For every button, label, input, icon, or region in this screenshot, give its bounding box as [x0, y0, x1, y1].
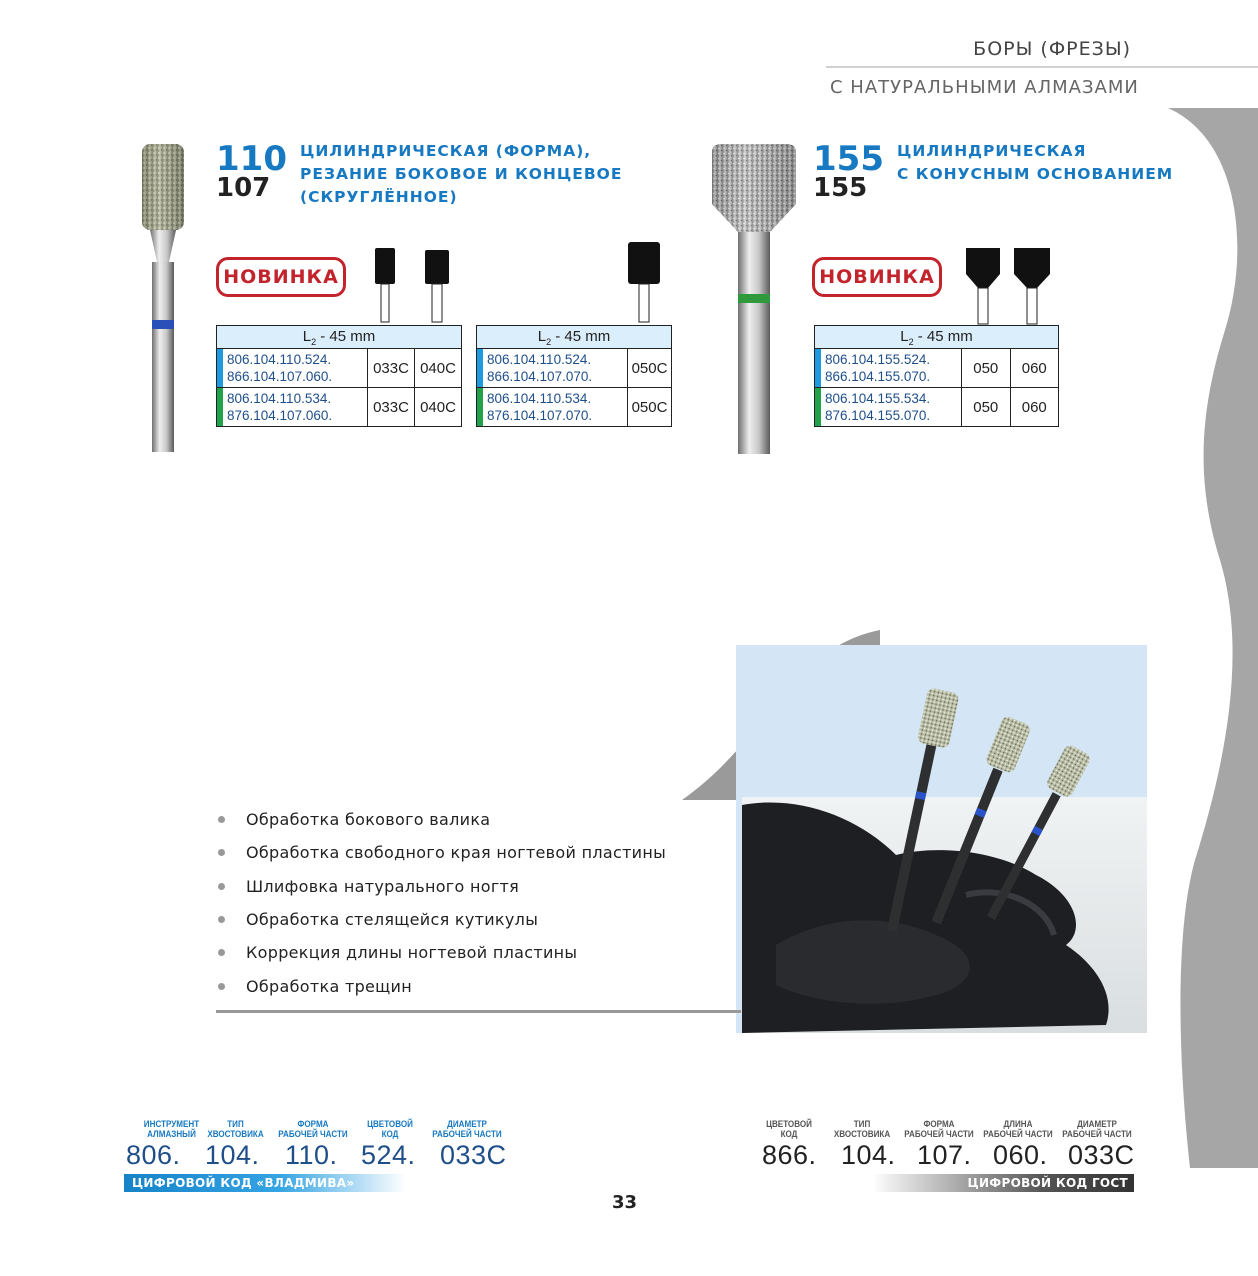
legend-label: ИНСТРУМЕНТ АЛМАЗНЫЙ: [143, 1119, 200, 1140]
header-subcategory: С НАТУРАЛЬНЫМИ АЛМАЗАМИ: [830, 77, 1139, 98]
table-row: [477, 388, 672, 427]
legend-value: 110.: [285, 1140, 338, 1170]
size-cell: 050: [962, 349, 1011, 388]
size-cell: 060: [1010, 349, 1059, 388]
bullet-icon: [218, 883, 225, 890]
shape-silhouette-icon: [620, 240, 670, 324]
legend-value: 033C: [1068, 1140, 1135, 1170]
product-photo: [736, 645, 1147, 1033]
list-item: Обработка трещин: [218, 969, 666, 1002]
shape-code-110: 110: [216, 139, 287, 179]
bullet-icon: [218, 983, 225, 990]
table-header: $L_2 - 45$ mm: [217, 326, 462, 349]
gloved-hand-with-burs-image: [736, 645, 1147, 1033]
legend-label: ДИАМЕТР РАБОЧЕЙ ЧАСТИ: [1062, 1119, 1132, 1140]
list-item: Обработка свободного края ногтевой пластины: [218, 836, 666, 869]
bur-110-image: [138, 142, 188, 454]
shape-code-155: 155: [813, 139, 884, 179]
table-row: [815, 349, 1059, 388]
legend-label: ФОРМА РАБОЧЕЙ ЧАСТИ: [904, 1119, 974, 1140]
description-line: (СКРУГЛЁННОЕ): [300, 188, 458, 206]
legend-value: 524.: [361, 1140, 416, 1170]
size-cell: 060: [1010, 388, 1059, 427]
spec-table-155: [814, 325, 1059, 427]
list-item: Обработка стелящейся кутикулы: [218, 903, 666, 936]
list-item: Шлифовка натурального ногтя: [218, 870, 666, 903]
code-line: 876.104.155.070.: [825, 408, 931, 423]
spec-table-110-b: [476, 325, 672, 427]
code-line: 806.104.155.524.: [825, 352, 931, 367]
bullet-icon: [218, 816, 225, 823]
size-cell: 050: [962, 388, 1011, 427]
size-cell: 040C: [415, 349, 462, 388]
code-line: 866.104.107.070.: [487, 369, 593, 384]
table-header: $L_2 - 45$ mm: [815, 326, 1059, 349]
size-cell: 040C: [415, 388, 462, 427]
product-110-description: [300, 140, 622, 209]
legend-label: ТИП ХВОСТОВИКА: [833, 1119, 891, 1140]
header-divider: [826, 66, 1258, 68]
size-cell: 050C: [628, 388, 672, 427]
legend-value: 104.: [841, 1140, 896, 1170]
legend-label: ТИП ХВОСТОВИКА: [207, 1119, 264, 1140]
product-155-description: [897, 140, 1173, 186]
code-line: 806.104.110.534.: [487, 391, 592, 406]
header-category: БОРЫ (ФРЕЗЫ): [973, 38, 1131, 60]
code-line: 806.104.110.524.: [227, 352, 332, 367]
gost-shape-code-155: 155: [813, 173, 868, 203]
size-cell: 050C: [628, 349, 672, 388]
legend-label: ФОРМА РАБОЧЕЙ ЧАСТИ: [278, 1119, 348, 1140]
page-number: 33: [612, 1192, 638, 1213]
description-line: РЕЗАНИЕ БОКОВОЕ И КОНЦЕВОЕ: [300, 165, 623, 183]
table-row: [217, 388, 462, 427]
legend-label: ДИАМЕТР РАБОЧЕЙ ЧАСТИ: [432, 1119, 502, 1140]
shape-silhouette-icon: [960, 244, 1060, 328]
legend-value: 060.: [993, 1140, 1048, 1170]
bullet-icon: [218, 849, 225, 856]
legend-label: ЦВЕТОВОЙ КОД: [766, 1119, 812, 1140]
size-cell: 033C: [368, 388, 415, 427]
table-header: $L_2 - 45$ mm: [477, 326, 672, 349]
code-line: 866.104.155.070.: [825, 369, 931, 384]
gost-shape-code-107: 107: [216, 173, 271, 203]
new-badge: НОВИНКА: [812, 257, 942, 297]
legend-value: 104.: [205, 1140, 260, 1170]
bullet-icon: [218, 916, 225, 923]
legend-value: 033C: [440, 1140, 507, 1170]
spec-table-110-a: [216, 325, 462, 427]
legend-caption-gost: ЦИФРОВОЙ КОД ГОСТ: [872, 1174, 1134, 1192]
list-item: Обработка бокового валика: [218, 803, 666, 836]
size-cell: 033C: [368, 349, 415, 388]
code-line: 876.104.107.070.: [487, 408, 593, 423]
shape-silhouette-icon: [370, 246, 460, 326]
table-row: [217, 349, 462, 388]
legend-value: 107.: [917, 1140, 972, 1170]
description-line: ЦИЛИНДРИЧЕСКАЯ: [897, 142, 1087, 160]
table-row: [477, 349, 672, 388]
code-line: 806.104.110.534.: [227, 391, 332, 406]
legend-label: ДЛИНА РАБОЧЕЙ ЧАСТИ: [983, 1119, 1053, 1140]
legend-caption-vladmiva: ЦИФРОВОЙ КОД «ВЛАДМИВА»: [124, 1174, 406, 1192]
code-line: 866.104.107.060.: [227, 369, 333, 384]
code-line: 806.104.110.524.: [487, 352, 592, 367]
code-line: 876.104.107.060.: [227, 408, 333, 423]
applications-list: [218, 803, 666, 1003]
description-line: ЦИЛИНДРИЧЕСКАЯ (ФОРМА),: [300, 142, 592, 160]
new-badge: НОВИНКА: [216, 257, 346, 297]
list-item: Коррекция длины ногтевой пластины: [218, 936, 666, 969]
bur-155-image: [708, 142, 800, 456]
table-row: [815, 388, 1059, 427]
description-line: С КОНУСНЫМ ОСНОВАНИЕМ: [897, 165, 1174, 183]
code-line: 806.104.155.534.: [825, 391, 931, 406]
bullet-icon: [218, 949, 225, 956]
legend-label: ЦВЕТОВОЙ КОД: [367, 1119, 413, 1140]
legend-value: 866.: [762, 1140, 817, 1170]
legend-value: 806.: [126, 1140, 181, 1170]
section-divider: [216, 1010, 741, 1013]
